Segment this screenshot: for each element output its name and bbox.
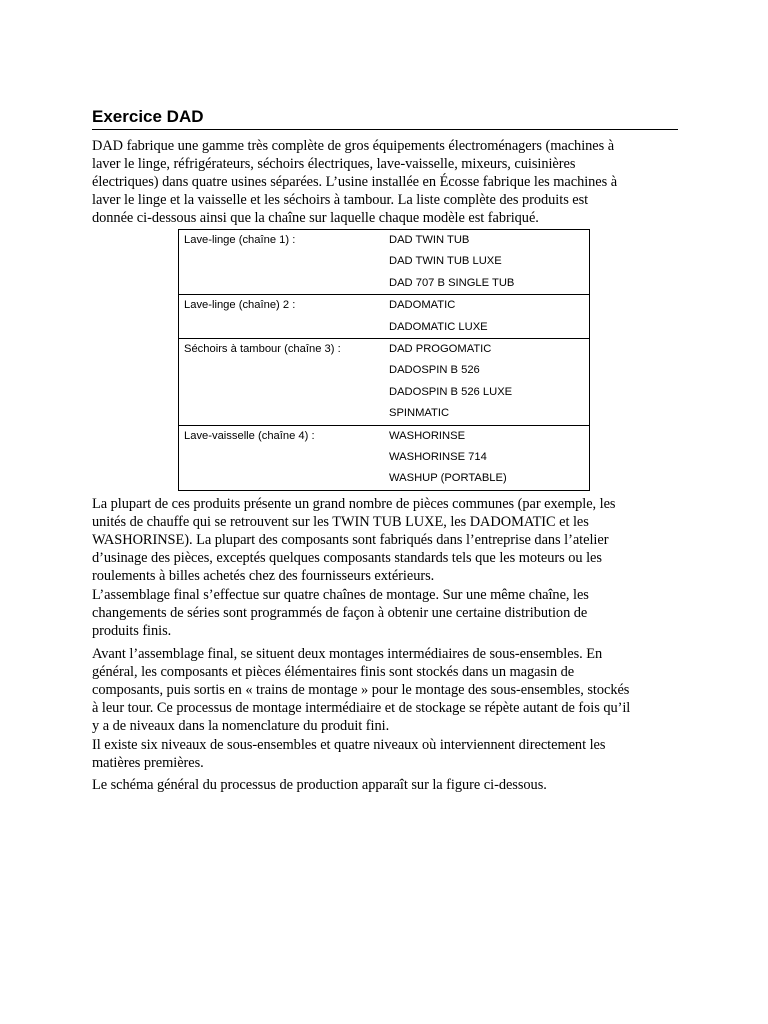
- text-line: composants, puis sortis en « trains de montage » pour le montage des sous-ensembles, stockés: [92, 682, 630, 698]
- table-row: [179, 295, 590, 317]
- text-line: unités de chauffe qui se retrouvent sur les TWIN TUB LUXE, les DADOMATIC et les: [92, 514, 589, 530]
- table-row: [179, 382, 590, 403]
- product-cell: DADOSPIN B 526: [389, 364, 480, 377]
- product-cell: SPINMATIC: [389, 407, 450, 420]
- common-parts-paragraph: [92, 495, 684, 585]
- text-line: L’assemblage final s’effectue sur quatre chaînes de montage. Sur une même chaîne, les: [92, 587, 589, 603]
- category-cell: Lave-linge (chaîne 1) :: [179, 230, 390, 252]
- table-row: [179, 403, 590, 425]
- schema-paragraph: [92, 776, 684, 794]
- text-line: produits finis.: [92, 623, 172, 639]
- table-row: [179, 273, 590, 295]
- table-row: [179, 425, 590, 447]
- table-row: [179, 468, 590, 490]
- table-row: [179, 360, 590, 381]
- text-line: à leur tour. Ce processus de montage intermédiaire et de stockage se répète autant de fois qu’il: [92, 700, 631, 716]
- levels-paragraph: [92, 736, 684, 772]
- table-row: [179, 251, 590, 272]
- product-cell: DAD TWIN TUB LUXE: [389, 255, 502, 268]
- product-cell: WASHORINSE 714: [389, 451, 487, 464]
- product-cell: DAD TWIN TUB: [389, 230, 590, 252]
- text-line: changements de séries sont programmés de façon à obtenir une certaine distribution de: [92, 605, 588, 621]
- text-line: matières premières.: [92, 755, 204, 771]
- text-line: général, les composants et pièces élémentaires finis sont stockés dans un magasin de: [92, 664, 575, 680]
- text-line: d’usinage des pièces, exceptés quelques composants standards tels que les moteurs ou les: [92, 550, 602, 566]
- category-cell: Lave-linge (chaîne) 2 :: [179, 295, 390, 317]
- text-line: laver le linge, réfrigérateurs, séchoirs électriques, lave-vaisselle, mixeurs, cuisinières: [92, 156, 576, 172]
- product-cell: DADOSPIN B 526 LUXE: [389, 385, 513, 398]
- intermediate-assembly-paragraph: [92, 645, 684, 735]
- text-line: La plupart de ces produits présente un grand nombre de pièces communes (par exemple, les: [92, 496, 616, 512]
- text-line: y a de niveaux dans la nomenclature du produit fini.: [92, 718, 390, 734]
- text-line: DAD fabrique une gamme très complète de gros équipements électroménagers (machines à: [92, 138, 615, 154]
- product-cell: DADOMATIC: [389, 295, 590, 317]
- text-line: Avant l’assemblage final, se situent deux montages intermédiaires de sous-ensembles. En: [92, 646, 603, 662]
- intro-paragraph: [92, 137, 684, 227]
- category-cell: Lave-vaisselle (chaîne 4) :: [179, 425, 390, 447]
- product-cell: DAD PROGOMATIC: [389, 339, 590, 361]
- product-cell: DAD 707 B SINGLE TUB: [389, 276, 515, 289]
- exercise-title: Exercice DAD: [92, 107, 204, 126]
- text-line: donnée ci-dessous ainsi que la chaîne sur laquelle chaque modèle est fabriqué.: [92, 210, 539, 226]
- product-cell: DADOMATIC LUXE: [389, 320, 488, 333]
- text-line: Il existe six niveaux de sous-ensembles et quatre niveaux où interviennent directement les: [92, 737, 606, 753]
- title-underline: [92, 129, 678, 130]
- final-assembly-paragraph: [92, 586, 684, 640]
- text-line: roulements à billes achetés chez des fournisseurs extérieurs.: [92, 568, 435, 584]
- product-table: [178, 229, 590, 491]
- product-cell: WASHUP (PORTABLE): [389, 472, 507, 485]
- text-line: laver le linge et la vaisselle et les séchoirs à tambour. La liste complète des produits est: [92, 192, 589, 208]
- text-line: WASHORINSE). La plupart des composants sont fabriqués dans l’entreprise dans l’atelier: [92, 532, 609, 548]
- text-line: Le schéma général du processus de production apparaît sur la figure ci-dessous.: [92, 777, 547, 793]
- table-row: [179, 317, 590, 339]
- product-cell: WASHORINSE: [389, 425, 590, 447]
- table-row: [179, 447, 590, 468]
- table-row: [179, 339, 590, 361]
- category-cell: Séchoirs à tambour (chaîne 3) :: [179, 339, 390, 361]
- table-row: [179, 230, 590, 252]
- text-line: électriques) dans quatre usines séparées. L’usine installée en Écosse fabrique les machines à: [92, 174, 618, 190]
